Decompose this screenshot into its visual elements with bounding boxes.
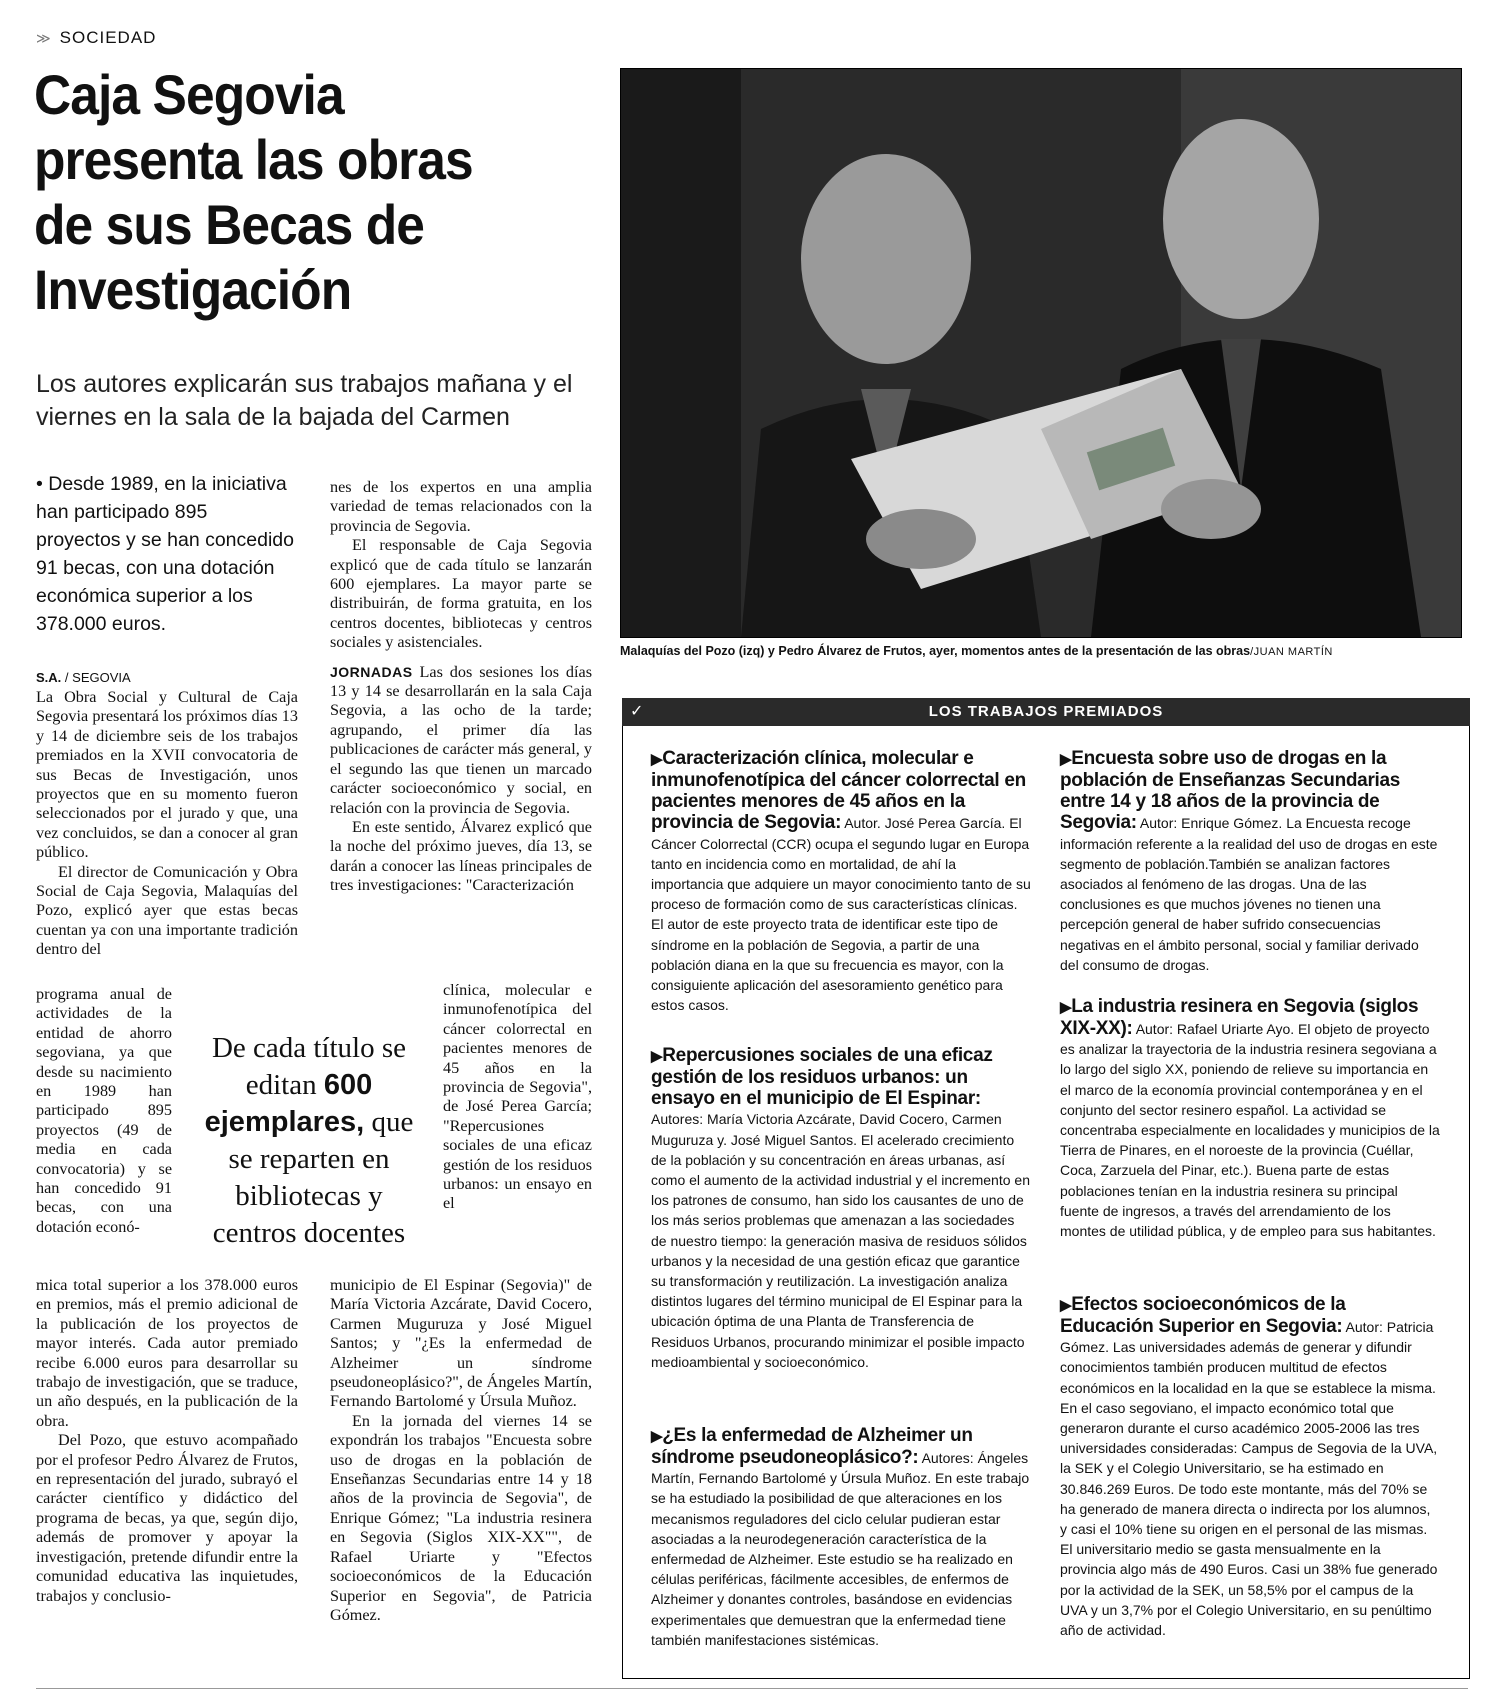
award-entry-title: ▶Encuesta sobre uso de drogas en la población de Enseñanzas Secundarias entre 14 y 18 años de la provincia de Segovia: <box>1060 748 1401 834</box>
award-entry <box>651 1045 1031 1372</box>
section-label <box>36 28 156 48</box>
award-entry <box>1060 748 1440 975</box>
check-mark-icon: ✓ <box>630 703 644 720</box>
body-paragraph: municipio de El Espinar (Segovia)" de María Victoria Azcárate, David Cocero, Carmen Muguruza y José Miguel Santos; y "¿Es la enfermedad de Alzheimer un síndrome pseudoneoplásico?", de Ángeles Martín, Fernando Bartolomé y Úrsula Muñoz. <box>330 1276 592 1411</box>
award-entry-text: Autores: Ángeles Martín, Fernando Bartolomé y Úrsula Muñoz. En este trabajo se ha estudiado la posibilidad de que alteraciones en los mecanismos reguladores del ciclo celular pudieran estar asociadas a la neurodegeneración característica de la enfermedad de Alzheimer. Este estudio se ha realizado en células periféricas, fácilmente accesibles, de enfermos de Alzheimer y donantes controles, basándose en evidencias experimentales que demuestran que la enfermedad tiene también manifestaciones sistémicas. <box>651 1450 1030 1648</box>
photo-illustration <box>621 69 1461 637</box>
arrow-right-icon: ▶ <box>1060 1297 1072 1314</box>
body-paragraph: clínica, molecular e inmunofenotípica del cáncer colorrectal en pacientes menores de 45 años en la provincia de Segovia", de José Perea García; "Repercusiones sociales de una eficaz gestión de los residuos urbanos: un ensayo en el <box>443 981 592 1213</box>
body-paragraph: En la jornada del viernes 14 se expondrán los trabajos "Encuesta sobre uso de drogas en la población de Enseñanzas Secundarias entre 14 y 18 años de la provincia de Segovia", de Enrique Gómez; "La industria resinera en Segovia (Siglos XIX-XX"", de Rafael Uriarte y "Efectos socioeconómicos de la Educación Superior en Segovia", de Patricia Gómez. <box>330 1411 592 1624</box>
body-column-1a <box>36 688 298 960</box>
body-paragraph: nes de los expertos en una amplia variedad de temas relacionados con la provincia de Segovia. <box>330 478 592 535</box>
award-entry-text: Autor: Rafael Uriarte Ayo. El objeto de proyecto es analizar la trayectoria de la industria resinera segoviana a lo largo del siglo XX, poniendo de relieve su importancia en el marco de la economía provincial contemporánea y en el conjunto del sector resinero español. La actividad se concentraba especialmente en localidades y municipios de la Tierra de Pinares, en el noroeste de la provincia (Cuéllar, Coca, Zarzuela del Pinar, etc.). Buena parte de estas poblaciones tenían en la industria resinera su principal fuente de ingresos, a través del arrendamiento de los montes de utilidad pública, y de empleo para sus habitantes. <box>1060 1021 1440 1240</box>
award-entry-title: ▶La industria resinera en Segovia (siglos XIX-XX): <box>1060 996 1419 1039</box>
section-arrow-icon: ≫ <box>36 30 52 46</box>
body-column-2b <box>443 981 592 1214</box>
body-paragraph <box>330 663 592 818</box>
byline-author: S.A. <box>36 670 62 685</box>
award-entry-title: ▶Efectos socioeconómicos de la Educación Superior en Segovia: <box>1060 1294 1346 1337</box>
byline-location: / SEGOVIA <box>64 670 131 685</box>
award-entry <box>651 1425 1031 1650</box>
award-entry <box>1060 996 1440 1241</box>
body-column-1b <box>36 985 172 1237</box>
body-paragraph: El responsable de Caja Segovia explicó que de cada título se lanzarán 600 ejemplares. La mayor parte se distribuirán, de forma gratuita, en los centros docentes, bibliotecas y centros sociales y asistenciales. <box>330 536 592 652</box>
byline <box>36 670 131 685</box>
award-entry <box>651 748 1031 1015</box>
body-paragraph: En este sentido, Álvarez explicó que la noche del próximo jueves, día 13, se darán a conocer las líneas principales de tres investigaciones: "Caracterización <box>330 817 592 895</box>
section-name: SOCIEDAD <box>59 28 157 47</box>
award-entry-title: ▶¿Es la enfermedad de Alzheimer un síndrome pseudoneoplásico?: <box>651 1425 973 1468</box>
arrow-right-icon: ▶ <box>651 1428 663 1445</box>
award-entry-text: Autor: Enrique Gómez. La Encuesta recoge información referente a la realidad del uso de drogas en este segmento de población.También se analizan factores asociados al fenómeno de las drogas. Una de las conclusiones es que muchos jóvenes no tienen una percepción general de haber sufrido consecuencias negativas en el ámbito personal, social y familiar derivado del consumo de drogas. <box>1060 815 1438 973</box>
award-entry-title: ▶Caracterización clínica, molecular e inmunofenotípica del cáncer colorrectal en pacientes menores de 45 años en la provincia de Segovia: <box>651 748 1026 834</box>
kicker: JORNADAS <box>330 663 413 680</box>
body-column-1c <box>36 1276 298 1606</box>
sidebar-box-header <box>622 698 1470 726</box>
award-entry-text: Autor. José Perea García. El Cáncer Colorrectal (CCR) ocupa el segundo lugar en Europa tanto en incidencia como en mortalidad, de ahí la importancia que adquiere un mayor conocimiento tanto de su proceso de formación como de sus características clínicas. El autor de este proyecto trata de identificar este tipo de síndrome en la población de Segovia, a partir de una población diana en la que su frecuencia es mayor, con la consiguiente aplicación del asesoramiento genético para estos casos. <box>651 815 1031 1014</box>
body-column-2a <box>330 478 592 896</box>
caption-text: Malaquías del Pozo (izq) y Pedro Álvarez de Frutos, ayer, momentos antes de la presentación de las obras <box>620 644 1251 658</box>
subtitle: Los autores explicarán sus trabajos mañana y el viernes en la sala de la bajada del Carmen <box>36 370 573 431</box>
kicker-text: Las dos sesiones los días 13 y 14 se desarrollarán en la sala Caja Segovia, a las ocho de la tarde; agrupando, el primer día las publicaciones de carácter más general, y el segundo las que tienen un marcado carácter socioeconómico y social, en relación con la provincia de Segovia. <box>330 662 592 817</box>
body-paragraph: Del Pozo, que estuvo acompañado por el profesor Pedro Álvarez de Frutos, en representación del jurado, subrayó el carácter científico y didáctico del programa de becas, ya que, según dijo, además de promover y apoyar la investigación, pretende difundir entre la comunidad educativa las inquietudes, trabajos y conclusio- <box>36 1431 298 1605</box>
pull-quote-pre: De cada título se editan <box>211 1032 407 1101</box>
pull-quote-post: que se reparten en bibliotecas y centros docentes <box>212 1106 414 1249</box>
award-entry-text: Autor: Patricia Gómez. Las universidades además de generar y difundir conocimientos también producen multitud de efectos económicos en la localidad en la que se establece la misma. En el caso segoviano, el impacto económico total que generaron durante el curso académico 2005-2006 las tres universidades consideradas: Campus de Segovia de la UVA, la SEK y el Colegio Universitario, se ha estimado en 30.846.269 Euros. De todo este montante, más del 70% se ha generado de manera directa o indirecta por los alumnos, y casi el 10% tiene su origen en el personal de las mismas. El universitario medio se gasta mensualmente en la provincia algo más de 490 Euros. Casi un 38% fue generado por la actividad de la SEK, un 58,5% por el campus de la UVA y un 3,7% por el Colegio Universitario, en su penúltimo año de actividad. <box>1060 1319 1438 1639</box>
award-entry-title: ▶Repercusiones sociales de una eficaz gestión de los residuos urbanos: un ensayo en el municipio de El Espinar: <box>651 1045 993 1110</box>
body-paragraph: mica total superior a los 378.000 euros en premios, más el premio adicional de la publicación de los proyectos de mayor interés. Cada autor premiado recibe 6.000 euros para desarrollar su trabajo de investigación, que se traduce, un año después, en la publicación de la obra. <box>36 1276 298 1430</box>
arrow-right-icon: ▶ <box>1060 751 1072 768</box>
headline: Caja Segovia presenta las obras de sus Becas de Investigación <box>34 63 473 321</box>
arrow-right-icon: ▶ <box>651 1048 663 1065</box>
arrow-right-icon: ▶ <box>651 751 663 768</box>
award-entry <box>1060 1294 1440 1640</box>
pull-quote-bold: 600 ejemplares, <box>204 1069 373 1138</box>
pull-quote <box>190 1030 428 1252</box>
body-column-2c <box>330 1276 592 1625</box>
photo-caption <box>620 644 1480 658</box>
lede: • Desde 1989, en la iniciativa han participado 895 proyectos y se han concedido 91 becas, con una dotación económica superior a los 378.000 euros. <box>36 473 294 635</box>
sidebar-box-title: LOS TRABAJOS PREMIADOS <box>928 703 1164 720</box>
bottom-rule <box>36 1688 1468 1689</box>
news-photo <box>620 68 1462 638</box>
body-paragraph: La Obra Social y Cultural de Caja Segovia presentará los próximos días 13 y 14 de diciembre seis de los trabajos premiados en la XVII convocatoria de sus Becas de Investigación, unos proyectos que en su momento fueron seleccionados por el jurado y que, una vez concluidos, se dan a conocer al gran público. <box>36 688 298 862</box>
body-paragraph: El director de Comunicación y Obra Social de Caja Segovia, Malaquías del Pozo, explicó ayer que estas becas cuentan ya con una importante tradición dentro del <box>36 862 298 959</box>
body-paragraph: programa anual de actividades de la entidad de ahorro segoviana, ya que desde su nacimiento en 1989 han participado 895 proyectos (49 de media en cada convocatoria) y se han concedido 91 becas, con una dotación econó- <box>36 985 172 1236</box>
arrow-right-icon: ▶ <box>1060 999 1072 1016</box>
award-entry-text: Autores: María Victoria Azcárate, David Cocero, Carmen Muguruza y. José Miguel Santos. El acelerado crecimiento de la población y su concentración en áreas urbanas, así como el aumento de la actividad industrial y el incremento en los patrones de consumo, han sido los causantes de uno de los más serios problemas que amenazan a las sociedades de nuestro tiempo: la generación masiva de residuos sólidos urbanos y la necesidad de una gestión eficaz que garantice su transformación y reutilización. La investigación analiza distintos lugares del término municipal de El Espinar para la ubicación óptima de una Planta de Transferencia de Residuos Urbanos, procurando minimizar el posible impacto medioambiental y socioeconómico. <box>651 1111 1030 1370</box>
photo-credit: /JUAN MARTÍN <box>1250 646 1333 658</box>
